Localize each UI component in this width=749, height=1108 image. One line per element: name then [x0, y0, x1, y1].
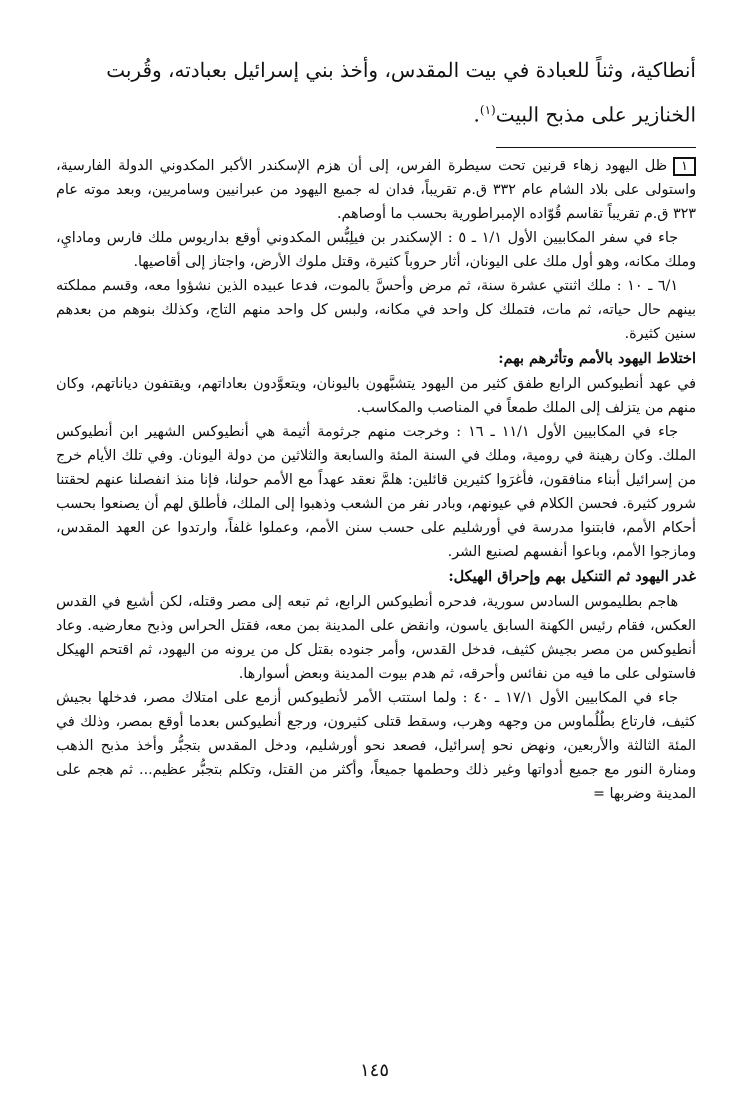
main-text-line-2: الخنازير على مذبح البيت — [495, 102, 696, 127]
main-text-line-2-end: . — [473, 102, 480, 127]
footnote-paragraph-2: ٦/١ ـ ١٠ : ملك اثنتي عشرة سنة، ثم مرض وأحسَّ بالموت، فدعا عبيده الذين نشؤوا معه، وقسم مملكته بينهم حال حياته، ثم مات، فتملك كل واحد في مكانه، ولبس كل واحد منهم التاج، وكذلك بنوهم من بعدهم سنين كثيرة. — [56, 277, 696, 342]
footnote-intro — [56, 154, 696, 226]
footnote-paragraph-1: جاء في سفر المكابيين الأول ١/١ ـ ٥ : الإسكندر بن فيلِبُّس المكدوني أوقع بداريوس ملك فارس ومادايِ، وملك مكانه، وهو أول ملك على اليونان، أثار حروباً كثيرة، وقتل ملوك الأرض، واجتاز إلى أقاصيها. — [56, 229, 696, 270]
footnote-separator — [496, 147, 696, 148]
main-text — [56, 50, 696, 135]
page-number: ١٤٥ — [359, 1060, 389, 1081]
footnote-paragraph-6: جاء في المكابيين الأول ١٧/١ ـ ٤٠ : ولما استتب الأمر لأنطيوكس أزمع على امتلاك مصر، فدخلها بجيش كثيف، فارتاع بطُلُماوس من وجهه وهرب، وسقط قتلى كثيرون، ورجع أنطيوكس بعدما أوقع بمصر، وذلك في المئة الثالثة والأربعين، ونهض نحو إسرائيل، فصعد نحو أورشليم، ودخل المقدس بتجبُّر وأخذ مذبح الذهب ومنارة النور مع جميع أدواتها وغير ذلك وحطمها جميعاً، وأكثر من القتل، وتكلم بتجبُّر عظيم... ثم هجم على المدينة وضربها = — [56, 689, 696, 802]
main-text-line-1: أنطاكية، وثناً للعبادة في بيت المقدس، وأخذ بني إسرائيل بعبادته، وقُربت — [106, 58, 696, 82]
footnote-paragraph-4: جاء في المكابيين الأول ١١/١ ـ ١٦ : وخرجت منهم جرثومة أثيمة هي أنطيوكس الشهير ابن أنطيوكس الملك. وكان رهينة في رومية، وملك في السنة المئة والسابعة والثلاثين من دولة اليونان. وفي تلك الأيام خرج من إسرائيل أبناء منافقون، فأغرَوا كثيرين قائلين: هلمَّ نعقد عهداً مع الأمم حولنا، فإنا منذ انفصلنا عنهم لحقتنا شرور كثيرة. فحسن الكلام في عيونهم، وبادر نفر من الشعب وذهبوا إلى الملك، فأطلق لهم أن يصنعوا بحسب أحكام الأمم، فابتنوا مدرسة في أورشليم على حسب سنن الأمم، وعملوا غلفاً، وارتدوا عن العهد المقدس، ومازجوا الأمم، وباعوا أنفسهم لصنيع الشر. — [56, 423, 696, 560]
footnote-heading-1: اختلاط اليهود بالأمم وتأثرهم بهم: — [498, 349, 696, 367]
page-body — [56, 50, 696, 1060]
footnote-number: ١ — [673, 157, 696, 176]
footnote-paragraph-5: هاجم بطليموس السادس سورية، فدحره أنطيوكس الرابع، ثم تبعه إلى مصر وقتله، لكن أشيع في القدس العكس، فقام رئيس الكهنة السابق ياسون، وانقض على المدينة بمن معه، فقتل الحراس وذبح معارضيه. وعاد أنطيوكس من مصر بجيش كثيف، فدخل القدس، وأمر جنوده بقتل كل من يرونه من اليهود، ثم اقتحم الهيكل فاستولى على ما فيه من نفائس وأحرقه، ثم هدم بيوت المدينة وبعض أسوارها. — [56, 593, 696, 682]
footnote-reference[interactable]: (١) — [479, 103, 496, 117]
footnote-paragraph-3: في عهد أنطيوكس الرابع طفق كثير من اليهود يتشبَّهون باليونان، ويتعوَّدون بعاداتهم، ويقتفون دياناتهم، وكان منهم من يتزلف إلى الملك طمعاً في المناصب والمكاسب. — [56, 375, 696, 416]
footnote-intro-text: ظل اليهود زهاء قرنين تحت سيطرة الفرس، إلى أن هزم الإسكندر الأكبر المكدوني الدولة الفارسية، واستولى على بلاد الشام عام ٣٣٢ ق.م تقريباً، فدان له جميع اليهود من عبرانيين وسامريين، وبعد موته عام ٣٢٣ ق.م تقريباً تقاسم قُوّاده الإمبراطورية بحسب ما أوصاهم. — [56, 157, 696, 222]
footnote-heading-2: غدر اليهود ثم التنكيل بهم وإحراق الهيكل: — [448, 567, 696, 585]
